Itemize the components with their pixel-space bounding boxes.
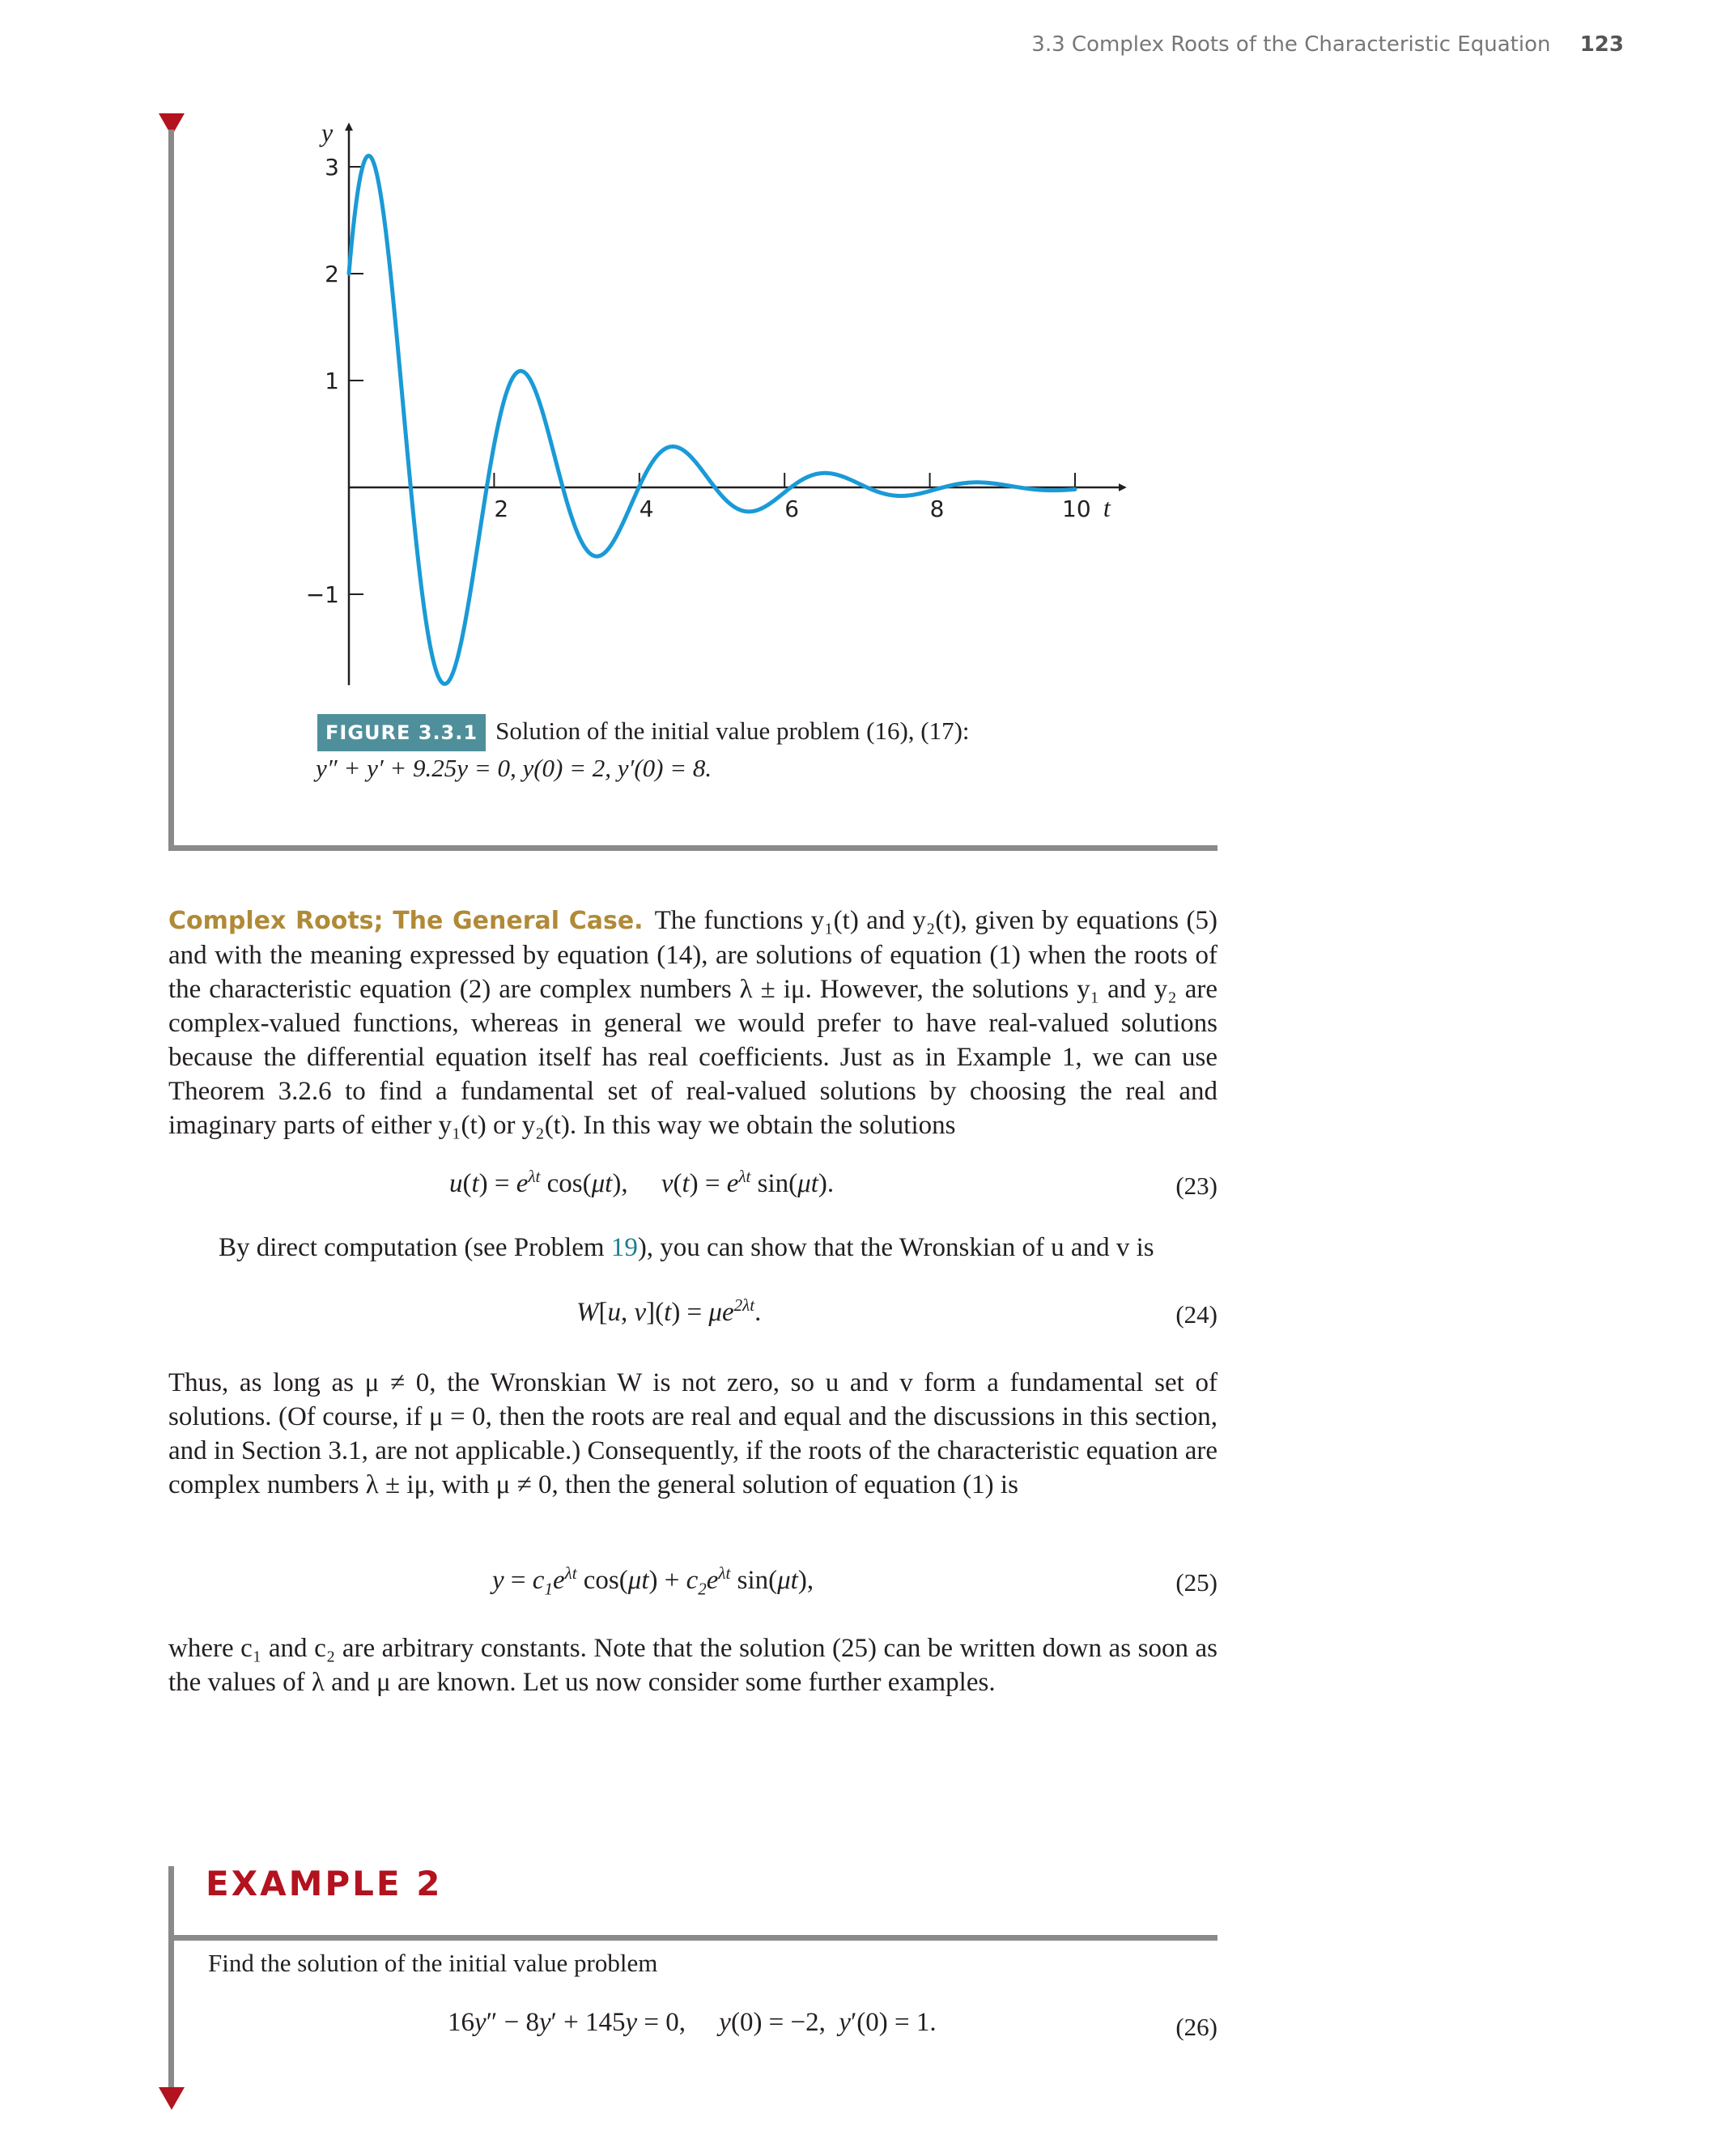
- page-number: 123: [1579, 32, 1624, 57]
- equation-24: W[u, $v](t) = \mu e^{2\lambda t}$.: [576, 1295, 762, 1327]
- section-lead-heading: Complex Roots; The General Case.: [168, 907, 644, 935]
- x-tick-label: 6: [784, 495, 800, 522]
- figure-label: FIGURE 3.3.1: [317, 714, 486, 751]
- example-text: Find the solution of the initial value problem: [208, 1949, 658, 1977]
- section-title: 3.3 Complex Roots of the Characteristic Equation: [1031, 32, 1551, 57]
- x-tick-label: 4: [639, 495, 654, 522]
- paragraph-2-after: ), you can show that the Wronskian of u and v is: [637, 1233, 1154, 1262]
- y-axis-label: y: [321, 117, 334, 147]
- paragraph-wronskian-intro: [168, 1231, 1217, 1265]
- figure-caption: [317, 714, 970, 785]
- equation-25-number: (25): [1175, 1568, 1217, 1597]
- paragraph-4-text: where c₁ and c₂ are arbitrary constants. Note that the solution (25) can be written down as soon as the values of λ and μ are known. Let us now consider some further examples.: [168, 1634, 1217, 1697]
- x-tick-label: 2: [494, 495, 509, 522]
- paragraph-2-before: By direct computation (see Problem: [219, 1233, 611, 1262]
- paragraph-fundamental-set: [168, 1366, 1217, 1502]
- box-continue-marker: [159, 2087, 185, 2110]
- solution-curve: [349, 155, 1075, 683]
- paragraph-1-text: The functions y₁(t) and y₂(t), given by equations (5) and with the meaning expressed by equation (14), are solutions of equation (1) when the roots of the characteristic equation (2) are complex numbers λ ± iμ. However, the solutions y₁ and y₂ are complex-valued functions, whereas in general we would prefer to have real-valued solutions because the differential equation itself has real coefficients. Just as in Example 1, we can use Theorem 3.2.6 to find a fundamental set of real-valued solutions by choosing the real and imaginary parts of either y₁(t) or y₂(t). In this way we obtain the solutions: [168, 906, 1217, 1140]
- y-tick-label: 3: [325, 154, 339, 181]
- example-frame-left-rule: [168, 1866, 174, 2093]
- caption-line-2: y″ + y′ + 9.25y = 0, y(0) = 2, y′(0) = 8.: [316, 754, 712, 782]
- paragraph-general-solution-note: [168, 1631, 1217, 1699]
- equation-23: $u(t) = e^{\lambda t}$ cos(μt), $v(t) = e^{\lambda t}$ sin(μt).: [449, 1167, 835, 1198]
- x-tick-label: 8: [929, 495, 945, 522]
- equation-24-number: (24): [1175, 1300, 1217, 1329]
- y-tick-label: 1: [325, 368, 339, 394]
- x-tick-label: 10: [1062, 495, 1091, 522]
- equation-26-number: (26): [1175, 2013, 1217, 2041]
- x-ticks: [494, 473, 1090, 522]
- problem-19-link[interactable]: 19: [610, 1233, 638, 1262]
- paragraph-3-text: Thus, as long as μ ≠ 0, the Wronskian W is not zero, so u and v form a fundamental set of solutions. (Of course, if μ = 0, then the roots are real and equal and the discussions in this section, and in Section 3.1, are not applicable.) Consequently, if the roots of the characteristic equation are complex numbers λ ± iμ, with μ ≠ 0, then the general solution of equation (1) is: [168, 1368, 1217, 1499]
- x-axis-label: t: [1103, 493, 1111, 522]
- figure-frame-left-rule: [168, 130, 174, 851]
- paragraph-complex-roots: [168, 904, 1217, 1142]
- equation-25: $y = c_1e^{\lambda t}$ $\cos(\mu t) + c_2e^{\lambda t}$ sin(μt),: [492, 1563, 814, 1599]
- y-tick-label: −1: [305, 581, 339, 608]
- caption-line-1: Solution of the initial value problem (16), (17):: [495, 717, 970, 745]
- figure-frame-bottom-rule: [168, 845, 1217, 851]
- running-head: [1031, 32, 1624, 57]
- example-frame-top-rule: [168, 1935, 1217, 1941]
- equation-26: 16y″ − 8y′ + 145y = 0, y(0) = −2, y′(0) = 1.: [448, 2008, 937, 2037]
- example-title: EXAMPLE 2: [206, 1864, 443, 1903]
- equation-23-number: (23): [1175, 1172, 1217, 1200]
- y-tick-label: 2: [325, 261, 339, 287]
- solution-plot: [291, 117, 1133, 708]
